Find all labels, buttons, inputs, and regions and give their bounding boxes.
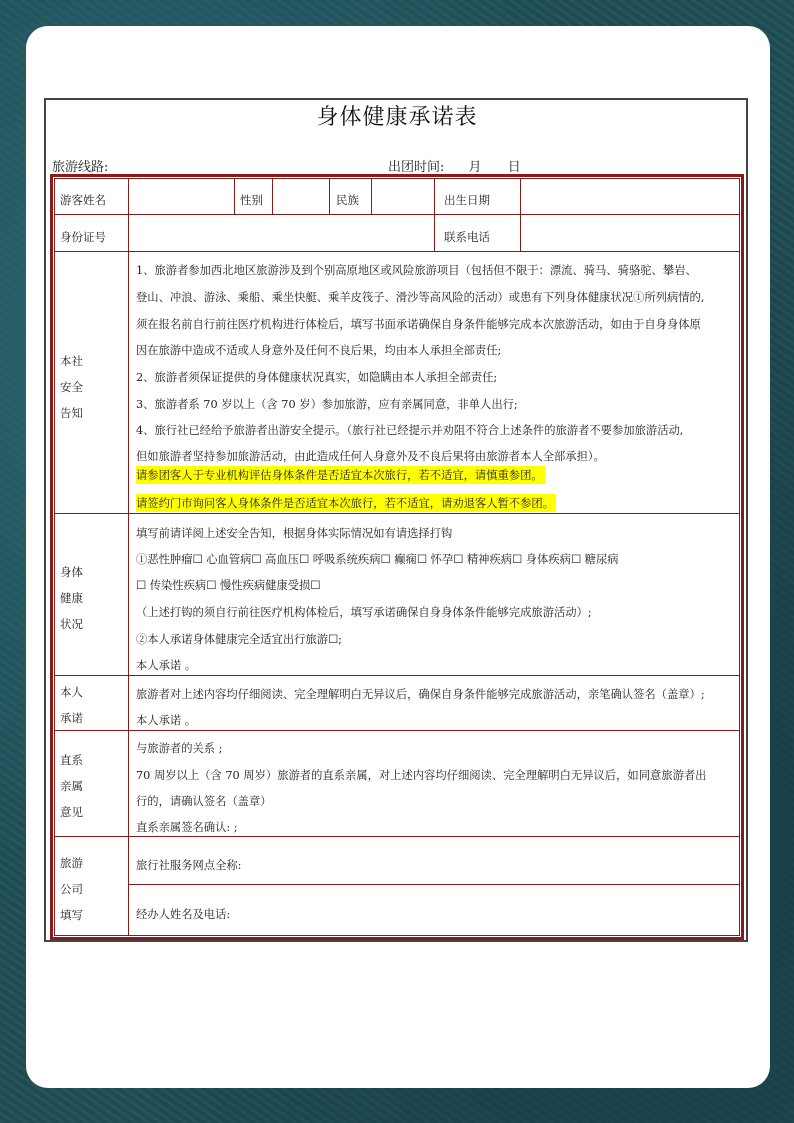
health-note: （上述打钩的须自行前往医疗机构体检后，填写承诺确保自身身体条件能够完成旅游活动）; xyxy=(136,606,592,619)
departure-time xyxy=(388,156,521,175)
route-label: 旅游线路: xyxy=(52,160,109,175)
agency-outlet-field[interactable]: 旅行社服务网点全称: xyxy=(136,859,242,872)
health-instruction: 填写前请详阅上述安全告知，根据身体实际情况如有请选择打钩 xyxy=(136,527,453,540)
health-confirm-checkbox[interactable]: ②本人承诺身体健康完全适宜出行旅游☐; xyxy=(136,633,342,646)
ethnicity-field[interactable] xyxy=(374,181,432,211)
promise-section-label: 本人 承诺 xyxy=(60,685,83,725)
notice-line-8: 但如旅游者坚持参加旅游活动，由此造成任何人身意外及不良后果将由旅游者本人全部承担）。 xyxy=(136,450,605,463)
promise-text: 旅游者对上述内容均仔细阅读、完全理解明白无异议后，确保自身条件能够完成旅游活动，亲笔确认签名（盖章）; xyxy=(136,688,705,701)
departure-month: 月 xyxy=(468,160,482,175)
handler-contact-field[interactable]: 经办人姓名及电话: xyxy=(136,908,231,921)
agency-section-label: 旅游 公司 填写 xyxy=(60,856,83,922)
family-consent-text-1: 70 周岁以上（含 70 周岁）旅游者的直系亲属，对上述内容均仔细阅读、完全理解明白无异议后，如同意旅游者出 xyxy=(136,769,707,782)
notice-section-label: 本社 安全 告知 xyxy=(60,354,83,420)
notice-line-4: 因在旅游中造成不适或人身意外及任何不良后果，均由本人承担全部责任; xyxy=(136,344,502,357)
health-section-label: 身体 健康 状况 xyxy=(60,565,83,631)
phone-field[interactable] xyxy=(523,218,737,248)
notice-line-6: 3、旅游者系 70 岁以上（含 70 岁）参加旅游，应有亲属同意，非单人出行; xyxy=(136,398,518,411)
disease-checklist-1[interactable]: ①恶性肿瘤☐ 心血管病☐ 高血压☐ 呼吸系统疾病☐ 癫痫☐ 怀孕☐ 精神疾病☐ 身体疾病☐ 糖尿病 xyxy=(136,553,619,566)
notice-line-3: 须在报名前自行前往医疗机构进行体检后，填写书面承诺确保自身条件能够完成本次旅游活动，如由于自身身体原 xyxy=(136,318,701,331)
family-signature-line[interactable]: 直系亲属签名确认: ; xyxy=(136,821,238,834)
departure-label: 出团时间: xyxy=(388,160,445,175)
ethnicity-label: 民族 xyxy=(336,193,359,207)
highlight-notice-1: 请参团客人于专业机构评估身体条件是否适宜本次旅行，若不适宜，请慎重参团。 xyxy=(136,466,545,484)
form-title: 身体健康承诺表 xyxy=(316,105,478,130)
phone-label: 联系电话 xyxy=(444,230,490,244)
name-field[interactable] xyxy=(132,181,232,211)
gender-field[interactable] xyxy=(274,181,328,211)
promise-signature-line[interactable]: 本人承诺 。 xyxy=(136,714,197,727)
id-number-field[interactable] xyxy=(132,218,432,248)
birth-date-field[interactable] xyxy=(523,181,737,211)
notice-line-1: 1、旅游者参加西北地区旅游涉及到个别高原地区或风险旅游项目（包括但不限于：漂流、骑马、骑骆驼、攀岩、 xyxy=(136,264,697,277)
gender-label: 性别 xyxy=(240,193,263,207)
relationship-field[interactable]: 与旅游者的关系 ; xyxy=(136,742,223,755)
notice-line-7: 4、旅行社已经给予旅游者出游安全提示。（旅行社已经提示并劝阻不符合上述条件的旅游者不要参加旅游活动, xyxy=(136,424,684,437)
id-number-label: 身份证号 xyxy=(60,230,106,244)
name-label: 游客姓名 xyxy=(60,193,106,207)
birth-date-label: 出生日期 xyxy=(444,193,490,207)
family-consent-text-2: 行的，请确认签名（盖章） xyxy=(136,795,272,808)
highlight-notice-2: 请签约门市询问客人身体条件是否适宜本次旅行，若不适宜，请劝退客人暂不参团。 xyxy=(136,494,556,512)
health-signature-line[interactable]: 本人承诺 。 xyxy=(136,659,197,672)
disease-checklist-2[interactable]: ☐ 传染性疾病☐ 慢性疾病健康受损☐ xyxy=(136,579,321,592)
family-section-label: 直系 亲属 意见 xyxy=(60,753,83,819)
departure-day: 日 xyxy=(507,160,521,175)
notice-line-5: 2、旅游者须保证提供的身体健康状况真实，如隐瞒由本人承担全部责任; xyxy=(136,371,498,384)
notice-line-2: 登山、冲浪、游泳、乘船、乘坐快艇、乘羊皮筏子、滑沙等高风险的活动）或患有下列身体健康状况①所列病情的, xyxy=(136,291,705,304)
